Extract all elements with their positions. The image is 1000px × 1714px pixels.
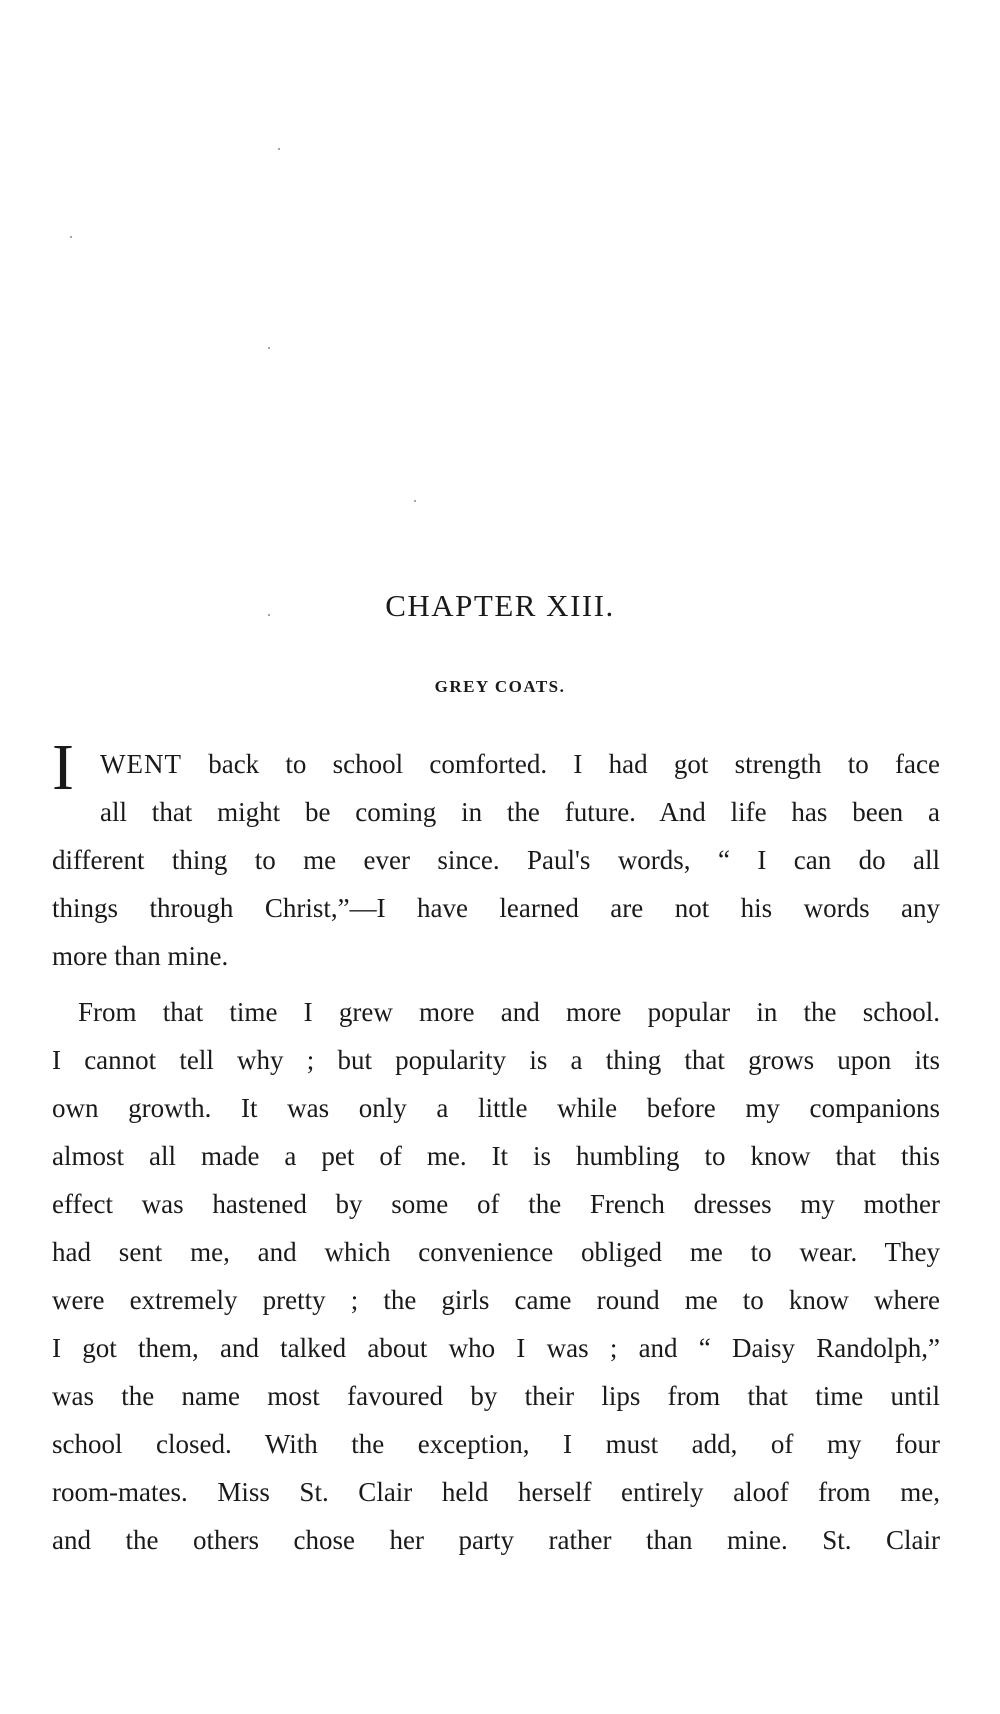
paragraph-1-line-2: all that might be coming in the future. And life has been a [100, 797, 940, 827]
paragraph-2-line: own growth. It was only a little while before my companions [52, 1093, 940, 1123]
scan-speck [70, 236, 72, 238]
paragraph-1-line-5: more than mine. [52, 941, 229, 971]
chapter-subtitle: GREY COATS. [434, 677, 566, 696]
paragraph-2-line: and the others chose her party rather than mine. St. Clair [52, 1525, 940, 1555]
scan-speck [268, 347, 270, 349]
paragraph-2-line: From that time I grew more and more popular in the school. [78, 997, 940, 1027]
paragraph-2-line: school closed. With the exception, I must add, of my four [52, 1429, 940, 1459]
line-1-text: back to school comforted. I had got strength to face [181, 749, 940, 779]
paragraph-2-line: I cannot tell why ; but popularity is a thing that grows upon its [52, 1045, 940, 1075]
paragraph-1-line-3: different thing to me ever since. Paul's words, “ I can do all [52, 845, 940, 875]
paragraph-2 [52, 988, 940, 1564]
paragraph-2-line: was the name most favoured by their lips from that time until [52, 1381, 940, 1411]
opening-smallcaps: WENT [100, 749, 182, 779]
paragraph-1-line-1 [100, 740, 940, 788]
scan-speck [414, 500, 416, 502]
paragraph-1-line-4: things through Christ,”—I have learned are not his words any [52, 893, 940, 923]
paragraph-2-line: were extremely pretty ; the girls came round me to know where [52, 1285, 940, 1315]
scan-speck [278, 148, 280, 150]
paragraph-2-line: I got them, and talked about who I was ; and “ Daisy Randolph,” [52, 1333, 940, 1363]
paragraph-1-continued [52, 836, 940, 980]
chapter-heading: CHAPTER XIII. [385, 588, 615, 623]
paragraph-2-line: room-mates. Miss St. Clair held herself entirely aloof from me, [52, 1477, 940, 1507]
drop-cap: I [52, 731, 74, 804]
paragraph-2-line: almost all made a pet of me. It is humbling to know that this [52, 1141, 940, 1171]
paragraph-2-line: effect was hastened by some of the French dresses my mother [52, 1189, 940, 1219]
paragraph-2-line: had sent me, and which convenience obliged me to wear. They [52, 1237, 940, 1267]
paragraph-1-indented [100, 740, 940, 836]
